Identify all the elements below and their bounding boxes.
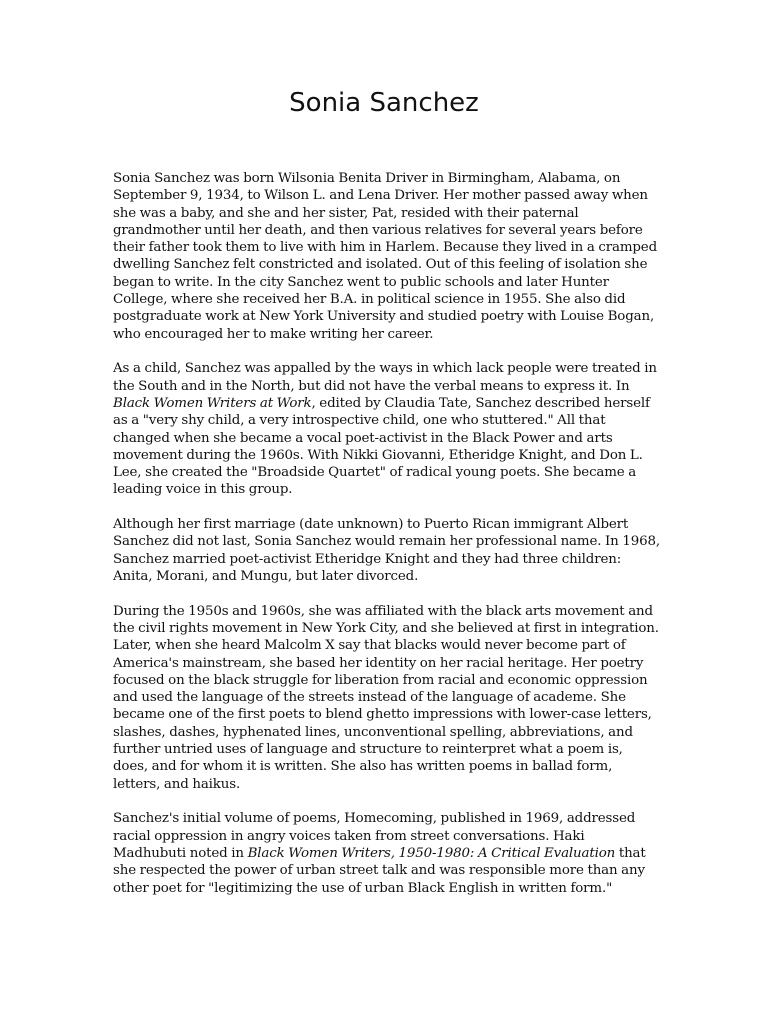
paragraph-text: Although her first marriage (date unknown) to Puerto Rican immigrant Albert Sanchez did not last, Sonia Sanchez would remain her professional name. In 1968, Sanchez married poet-activist Etheridge Knight and they had three children: Anita, Morani, and Mungu, but later divorced. bbox=[113, 517, 660, 585]
paragraph-text: Sanchez's initial volume of poems, Homecoming, published in 1969, addressed racial oppression in angry voices taken from street conversations. Haki Madhubuti noted in bbox=[113, 811, 636, 861]
paragraph-text: that she respected the power of urban street talk and was responsible more than any other poet for "legitimizing the use of urban Black English in written form." bbox=[113, 845, 646, 896]
paragraph-1 bbox=[113, 170, 661, 343]
document-body bbox=[113, 170, 661, 914]
paragraph-3 bbox=[113, 516, 661, 585]
paragraph-text: Sonia Sanchez was born Wilsonia Benita Driver in Birmingham, Alabama, on September 9, 1934, to Wilson L. and Lena Driver. Her mother passed away when she was a baby, and she and her sister, Pat, resided with their paternal grandmother until her death, and then various relatives for several years before their father took them to live with him in Harlem. Because they lived in a cramped dwelling Sanchez felt constricted and isolated. Out of this feeling of isolation she began to write. In the city Sanchez went to public schools and later Hunter College, where she received her B.A. in political science in 1955. She also did postgraduate work at New York University and studied poetry with Louise Bogan, who encouraged her to make writing her career. bbox=[113, 171, 657, 342]
paragraph-5 bbox=[113, 810, 661, 896]
book-title-italic: Black Women Writers, 1950-1980: A Critical Evaluation bbox=[247, 845, 616, 861]
paragraph-text: , edited by Claudia Tate, Sanchez described herself as a "very shy child, a very introspective child, one who stuttered." All that changed when she became a vocal poet-activist in the Black Power and arts movement during the 1960s. With Nikki Giovanni, Etheridge Knight, and Don L. Lee, she created the "Broadside Quartet" of radical young poets. She became a leading voice in this group. bbox=[113, 395, 650, 498]
book-title-italic: Black Women Writers at Work bbox=[113, 395, 312, 411]
paragraph-text: During the 1950s and 1960s, she was affiliated with the black arts movement and the civil rights movement in New York City, and she believed at first in integration. Later, when she heard Malcolm X say that blacks would never become part of America's mainstream, she based her identity on her racial heritage. Her poetry focused on the black struggle for liberation from racial and economic oppression and used the language of the streets instead of the language of academe. She became one of the first poets to blend ghetto impressions with lower-case letters, slashes, dashes, hyphenated lines, unconventional spelling, abbreviations, and further untried uses of language and structure to reinterpret what a poem is, does, and for whom it is written. She also has written poems in ballad form, letters, and haikus. bbox=[113, 603, 659, 792]
page-title: Sonia Sanchez bbox=[289, 88, 479, 118]
paragraph-text: As a child, Sanchez was appalled by the ways in which lack people were treated in the South and in the North, but did not have the verbal means to express it. In bbox=[113, 361, 657, 394]
paragraph-2 bbox=[113, 360, 661, 498]
paragraph-4 bbox=[113, 603, 661, 793]
